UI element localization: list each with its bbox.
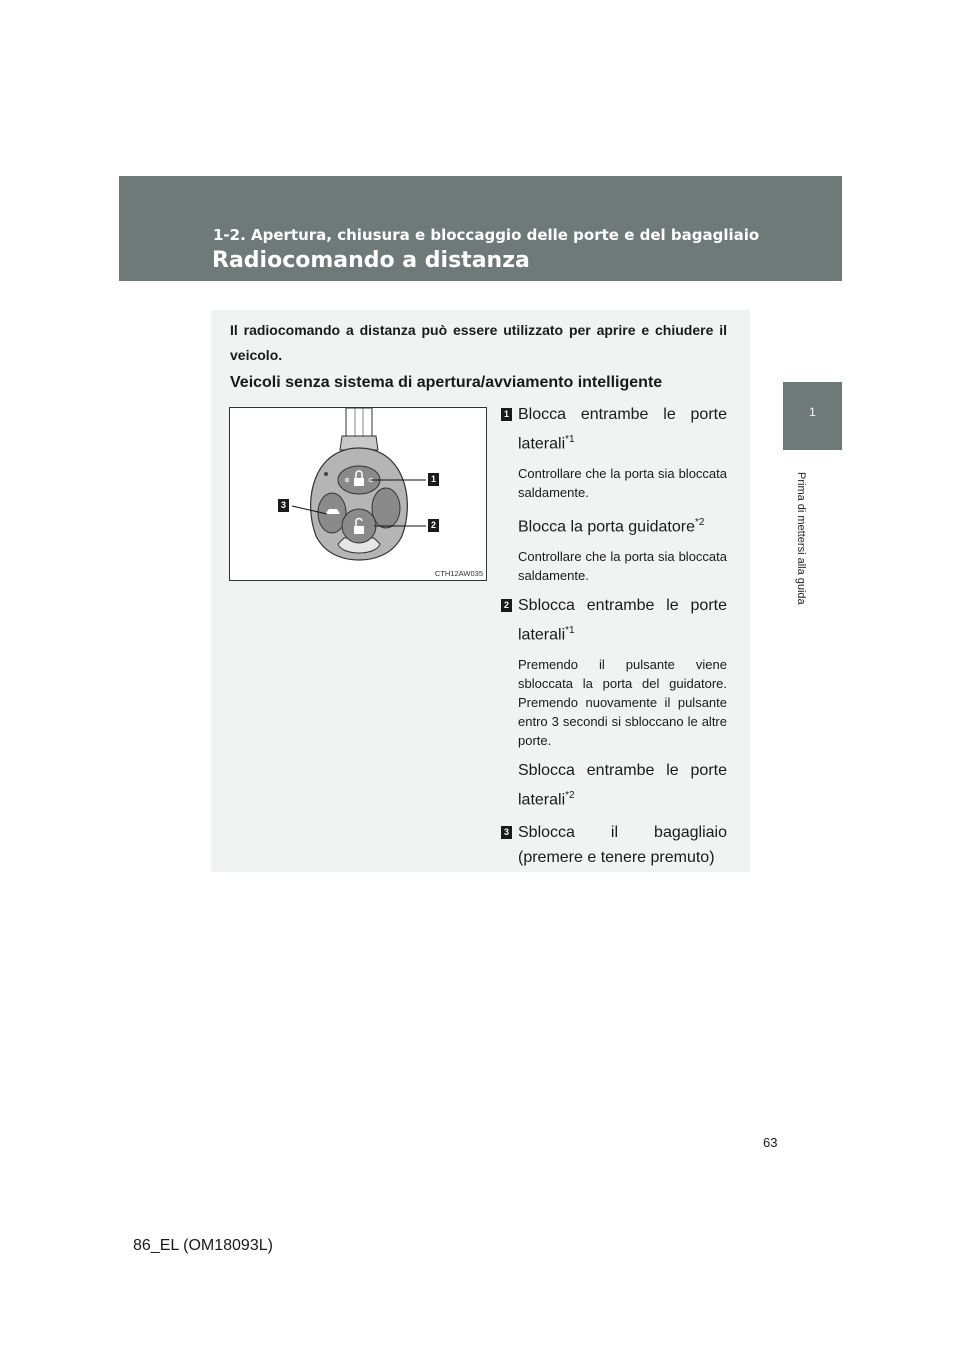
callout-3: 3: [278, 499, 289, 512]
list-item: [501, 820, 727, 870]
key-fob-figure: [229, 407, 487, 581]
item-text: Sblocca entrambe le porte laterali$^{*1}$: [518, 596, 727, 643]
page-title: Radiocomando a distanza: [212, 248, 530, 273]
item-note: Premendo il pulsante viene sbloccata la porta del guidatore. Premendo nuovamente il pulsante entro 3 secondi si sbloccano le altre porte.: [518, 656, 727, 748]
intro-text: Il radiocomando a distanza può essere utilizzato per aprire e chiudere il veicolo.: [230, 322, 727, 363]
item-number: 1: [501, 408, 512, 421]
content-panel: [211, 310, 750, 872]
item-number: 2: [501, 599, 512, 612]
item-note: Controllare che la porta sia bloccata saldamente.: [518, 548, 727, 583]
subheading: Veicoli senza sistema di apertura/avviamento intelligente: [230, 374, 663, 391]
page-number: 63: [763, 1135, 778, 1150]
list-item: [501, 593, 727, 813]
item-number: 3: [501, 826, 512, 839]
chapter-tab: 1: [783, 382, 842, 450]
chapter-title-vertical: Prima di mettersi alla guida: [795, 472, 807, 605]
item-text: Blocca entrambe le porte laterali$^{*1}$: [518, 406, 727, 453]
chapter-header: [119, 176, 842, 281]
list-item: [501, 402, 727, 585]
section-title: 1-2. Apertura, chiusura e bloccaggio delle porte e del bagagliaio: [213, 226, 760, 244]
figure-code: CTH12AW035: [434, 569, 483, 578]
item-note: Controllare che la porta sia bloccata saldamente.: [518, 466, 727, 501]
document-code: 86_EL (OM18093L): [133, 1237, 273, 1254]
item-text: Blocca la porta guidatore$^{*2}$: [518, 517, 705, 536]
item-text: Sblocca entrambe le porte laterali$^{*2}$: [518, 761, 727, 809]
button-list: [501, 402, 727, 870]
callout-1: 1: [428, 473, 439, 486]
item-text: Sblocca il bagagliaio (premere e tenere premuto): [518, 824, 727, 867]
key-fob-icon: [230, 408, 486, 580]
callout-2: 2: [428, 519, 439, 532]
